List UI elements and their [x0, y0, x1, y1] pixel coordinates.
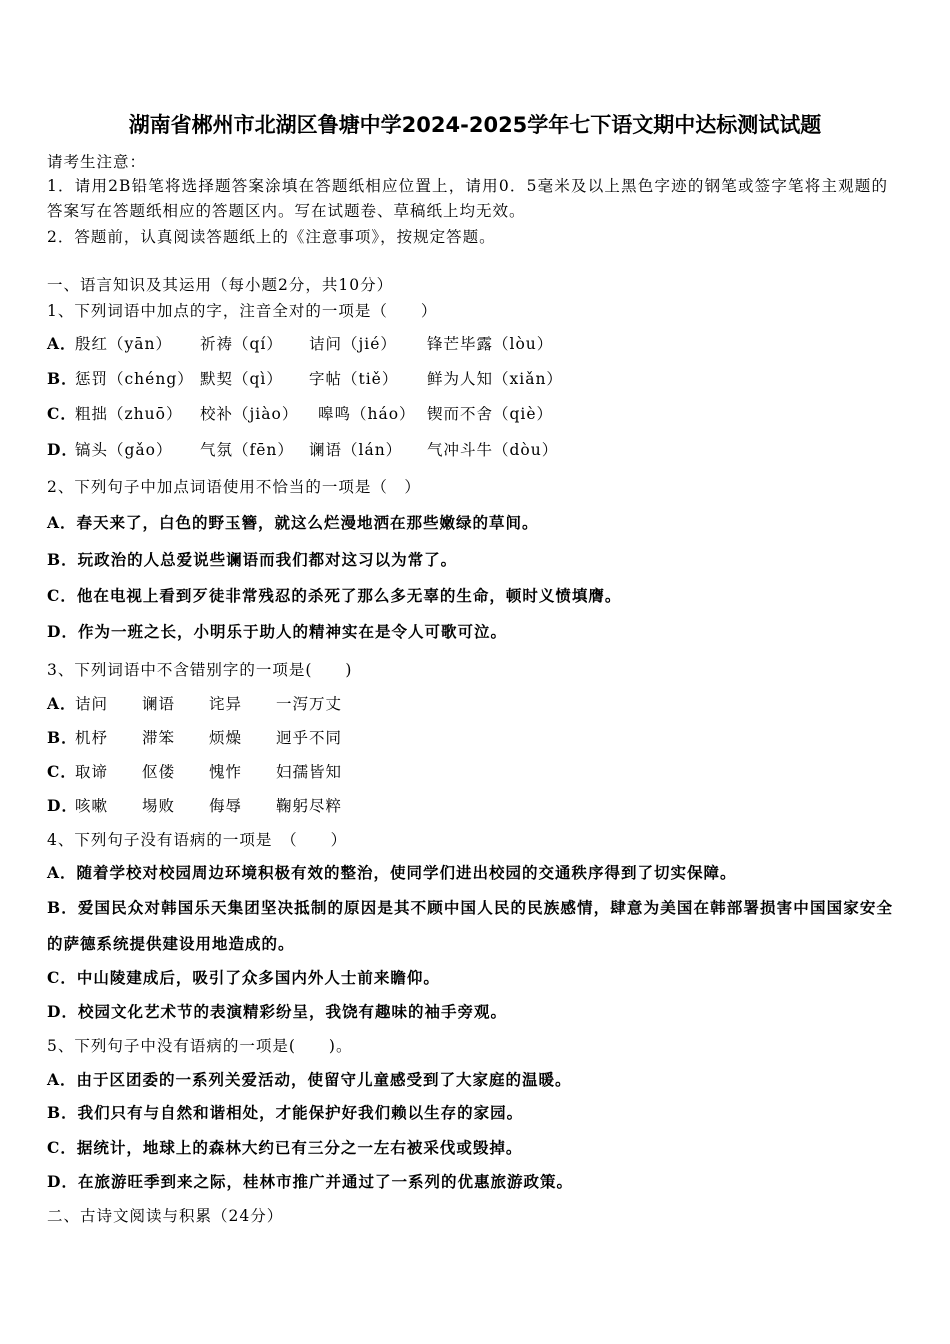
option-item: 粗拙（zhuō）: [75, 405, 183, 423]
option-item: 谰语（lán）: [309, 441, 403, 459]
option-item: 诧异: [209, 695, 243, 713]
question-1-option-b: [47, 369, 667, 389]
question-1-option-c: [47, 404, 667, 424]
option-item: 锋芒毕露（lòu）: [427, 335, 554, 353]
option-item: 滞笨: [142, 729, 176, 747]
question-3-option-b: [47, 728, 667, 748]
question-3-option-c: [47, 762, 667, 782]
option-label: A．: [47, 863, 77, 882]
option-label: D．: [47, 796, 78, 815]
question-5-option-d: [47, 1172, 573, 1192]
option-label: A．: [47, 1070, 77, 1089]
option-item: 惩罚（chéng）: [75, 370, 194, 388]
option-item: 校补（jiào）: [200, 405, 299, 423]
notice-item-1-line-2: 答案写在答题纸相应的答题区内。写在试题卷、草稿纸上均无效。: [47, 202, 526, 220]
option-label: C．: [47, 586, 77, 605]
option-item: 祈祷（qí）: [200, 335, 283, 353]
question-1-option-a: [47, 334, 667, 354]
option-text: 他在电视上看到歹徒非常残忍的杀死了那么多无辜的生命，顿时义愤填膺。: [76, 586, 622, 605]
option-item: 鲜为人知（xiǎn）: [427, 370, 563, 388]
option-item: 侮辱: [209, 797, 243, 815]
option-label: D．: [47, 1002, 78, 1021]
option-item: 烦燥: [209, 729, 243, 747]
option-item: 愧怍: [209, 763, 243, 781]
option-label: B．: [47, 728, 78, 747]
option-label: D．: [47, 440, 78, 459]
question-5-stem: 5、下列句子中没有语病的一项是( )。: [47, 1037, 353, 1055]
notice-item-2: 2．答题前，认真阅读答题纸上的《注意事项》，按规定答题。: [47, 228, 496, 246]
section-1-heading: 一、语言知识及其运用（每小题2分，共10分）: [47, 276, 394, 294]
option-text: 随着学校对校园周边环境积极有效的整治，使同学们进出校园的交通秩序得到了切实保障。: [76, 863, 737, 882]
question-1-option-d: [47, 440, 667, 460]
option-item: 谰语: [142, 695, 176, 713]
option-item: 机杼: [75, 729, 109, 747]
option-label: B．: [47, 1103, 78, 1122]
page-title: 湖南省郴州市北湖区鲁塘中学2024-2025学年七下语文期中达标测试试题: [128, 113, 822, 137]
question-2-option-c: [47, 586, 621, 606]
option-label: C．: [47, 404, 77, 423]
option-label: A．: [47, 694, 77, 713]
option-text: 春天来了，白色的野玉簪，就这么烂漫地洒在那些嫩绿的草间。: [76, 513, 539, 532]
question-4-option-b-line-2: [47, 934, 295, 954]
option-item: 诘问（jié）: [309, 335, 397, 353]
option-label: A．: [47, 334, 77, 353]
option-item: 殷红（yān）: [75, 335, 172, 353]
notice-heading: 请考生注意：: [47, 153, 147, 171]
option-item: 埸败: [142, 797, 176, 815]
option-item: 一泻万丈: [276, 695, 343, 713]
question-2-option-d: [47, 622, 507, 642]
question-4-option-d: [47, 1002, 507, 1022]
option-text-continued: 的萨德系统提供建设用地造成的。: [47, 934, 295, 953]
question-2-option-b: [47, 550, 457, 570]
option-label: A．: [47, 513, 77, 532]
option-item: 迥乎不同: [276, 729, 343, 747]
question-4-stem: 4、下列句子没有语病的一项是 （ ）: [47, 831, 348, 849]
option-text: 我们只有与自然和谐相处，才能保护好我们赖以生存的家园。: [77, 1103, 524, 1122]
option-text: 在旅游旺季到来之际，桂林市推广并通过了一系列的优惠旅游政策。: [77, 1172, 573, 1191]
option-item: 默契（qì）: [200, 370, 283, 388]
option-label: B．: [47, 550, 78, 569]
notice-item-1-line-1: 1．请用2B铅笔将选择题答案涂填在答题纸相应位置上，请用0．5毫米及以上黑色字迹的钢笔或签字笔将主观题的: [47, 177, 888, 195]
option-item: 气氛（fēn）: [200, 441, 294, 459]
option-text: 中山陵建成后，吸引了众多国内外人士前来瞻仰。: [76, 968, 440, 987]
question-5-option-c: [47, 1138, 522, 1158]
question-2-stem: 2、下列句子中加点词语使用不恰当的一项是（ ）: [47, 478, 421, 496]
option-item: 字帖（tiě）: [309, 370, 399, 388]
question-1-stem: 1、下列词语中加点的字，注音全对的一项是（ ）: [47, 302, 438, 320]
question-5-option-b: [47, 1103, 523, 1123]
question-3-option-a: [47, 694, 667, 714]
question-4-option-b-line-1: [47, 898, 893, 918]
option-item: 伛偻: [142, 763, 176, 781]
section-2-heading: 二、古诗文阅读与积累（24分）: [47, 1207, 284, 1225]
option-item: 镐头（gǎo）: [75, 441, 173, 459]
option-text: 玩政治的人总爱说些谰语而我们都对这习以为常了。: [77, 550, 458, 569]
option-item: 鞠躬尽粹: [276, 797, 343, 815]
option-item: 锲而不舍（qiè）: [427, 405, 554, 423]
option-text: 由于区团委的一系列关爱活动，使留守儿童感受到了大家庭的温暖。: [76, 1070, 572, 1089]
question-2-option-a: [47, 513, 539, 533]
option-item: 取谛: [75, 763, 109, 781]
question-4-option-a: [47, 863, 737, 883]
option-text: 爱国民众对韩国乐天集团坚决抵制的原因是其不顾中国人民的民族感情，肆意为美国在韩部署损害中国国家安全: [77, 898, 893, 917]
option-label: B．: [47, 898, 78, 917]
option-item: 妇孺皆知: [276, 763, 343, 781]
option-text: 据统计，地球上的森林大约已有三分之一左右被采伐或毁掉。: [76, 1138, 523, 1157]
option-text: 校园文化艺术节的表演精彩纷呈，我饶有趣味的袖手旁观。: [77, 1002, 507, 1021]
option-item: 咳嗽: [75, 797, 109, 815]
question-3-option-d: [47, 796, 667, 816]
option-label: D．: [47, 1172, 78, 1191]
question-5-option-a: [47, 1070, 572, 1090]
option-label: C．: [47, 762, 77, 781]
option-item: 诘问: [75, 695, 109, 713]
question-3-stem: 3、下列词语中不含错别字的一项是( ): [47, 661, 353, 679]
option-label: C．: [47, 968, 77, 987]
option-text: 作为一班之长，小明乐于助人的精神实在是令人可歌可泣。: [77, 622, 507, 641]
option-label: B．: [47, 369, 78, 388]
option-label: D．: [47, 622, 78, 641]
question-4-option-c: [47, 968, 440, 988]
option-item: 气冲斗牛（dòu）: [427, 441, 559, 459]
option-item: 嗥鸣（háo）: [318, 405, 416, 423]
option-label: C．: [47, 1138, 77, 1157]
